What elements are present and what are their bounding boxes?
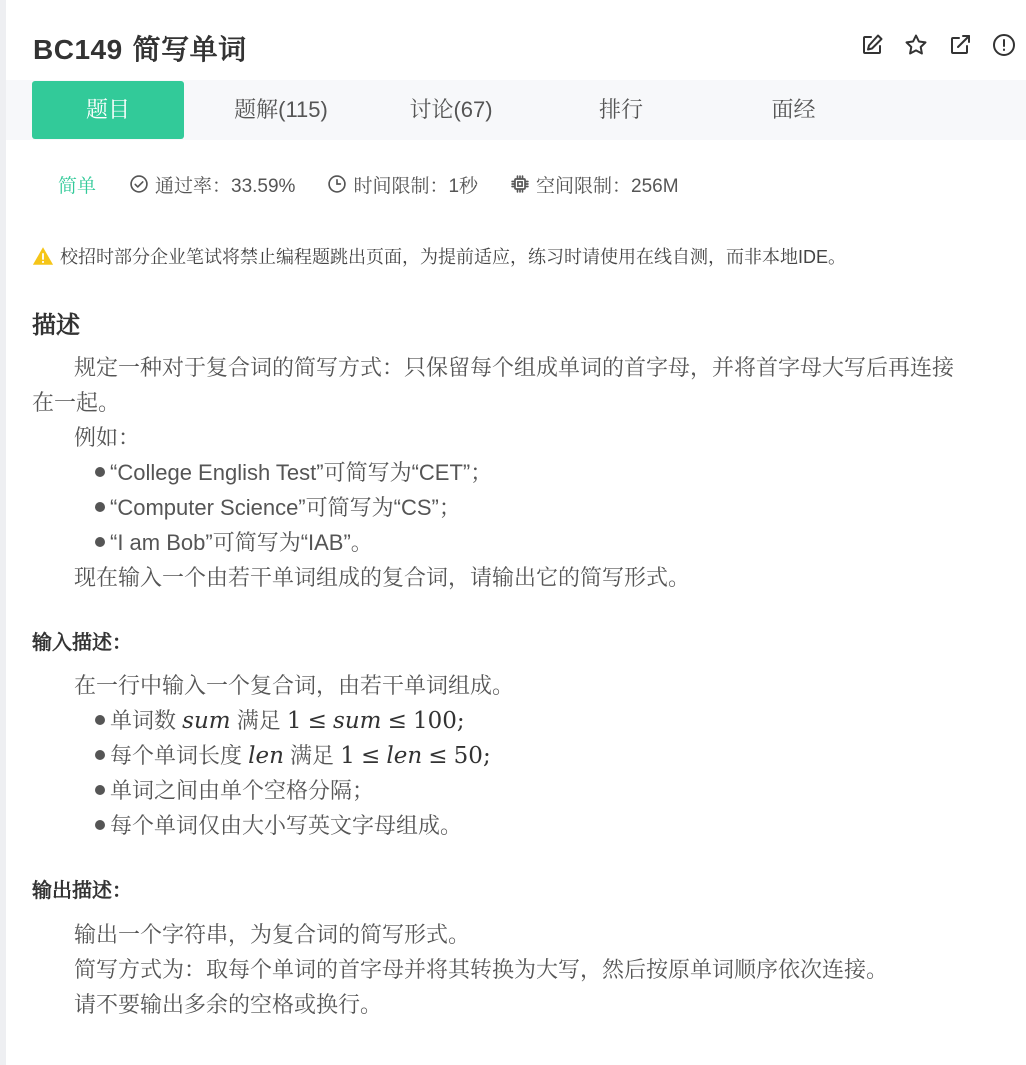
- constraint-mid: 满足: [236, 708, 281, 733]
- math-leq: ≤: [307, 708, 327, 734]
- bullet: [95, 502, 105, 512]
- list-item: [95, 738, 491, 774]
- description-intro-line1: 规定一种对于复合词的简写方式：只保留每个组成单词的首字母，并将首字母大写后再连接: [74, 355, 955, 380]
- task-statement: 现在输入一个由若干单词组成的复合词，请输出它的简写形式。: [74, 565, 691, 590]
- list-item: [95, 525, 373, 560]
- constraint-label: 单词数: [110, 708, 177, 733]
- math-var: sum: [182, 708, 231, 734]
- bullet: [95, 750, 105, 760]
- math-var: len: [248, 743, 284, 769]
- external-link-icon[interactable]: [938, 30, 982, 60]
- math-num: 50: [453, 743, 483, 769]
- tab-bar: [6, 80, 1026, 140]
- output-line: 简写方式为：取每个单词的首字母并将其转换为大写，然后按原单词顺序依次连接。: [74, 957, 889, 982]
- output-line: 输出一个字符串，为复合词的简写形式。: [74, 922, 471, 947]
- output-line: 请不要输出多余的空格或换行。: [74, 992, 383, 1017]
- list-item: [95, 490, 461, 525]
- tab-interview[interactable]: 面经: [771, 97, 816, 122]
- math-var: len: [386, 743, 423, 769]
- pass-rate: [129, 171, 295, 198]
- edit-icon[interactable]: [850, 30, 894, 60]
- check-circle-icon: [129, 174, 149, 194]
- math-var: sum: [333, 708, 382, 734]
- input-line: 在一行中输入一个复合词，由若干单词组成。: [74, 673, 515, 698]
- constraint-mid: 满足: [290, 743, 335, 768]
- problem-name: 简写单词: [132, 34, 247, 65]
- math-semicolon: ;: [482, 743, 491, 769]
- chip-icon: [510, 174, 530, 194]
- math-num: 1: [286, 708, 302, 734]
- list-item: [95, 703, 465, 739]
- bullet: [95, 785, 105, 795]
- clock-icon: [327, 174, 347, 194]
- output-heading: 输出描述：: [32, 880, 132, 902]
- tab-ranking[interactable]: 排行: [598, 97, 643, 122]
- list-item: [95, 808, 462, 843]
- problem-header: [6, 0, 1026, 80]
- alert-icon[interactable]: [982, 30, 1026, 60]
- bullet: [95, 467, 105, 477]
- constraint-text: 单词之间由单个空格分隔；: [110, 778, 375, 803]
- math-num: 1: [340, 743, 355, 769]
- ide-warning: [32, 243, 846, 269]
- pass-rate-text: 通过率：33.59%: [155, 175, 296, 197]
- math-leq: ≤: [387, 708, 407, 734]
- tab-problem[interactable]: 题目: [32, 81, 184, 139]
- example-text: “I am Bob”可简写为“IAB”。: [110, 530, 373, 555]
- header-actions: [850, 30, 1026, 60]
- list-item: [95, 455, 492, 490]
- star-icon[interactable]: [894, 30, 938, 60]
- warning-icon: [32, 245, 54, 267]
- time-limit-text: 时间限制：1秒: [353, 175, 479, 197]
- example-label: 例如：: [74, 425, 141, 450]
- example-text: “Computer Science”可简写为“CS”；: [110, 495, 461, 520]
- bullet: [95, 820, 105, 830]
- memory-limit: [510, 171, 679, 198]
- problem-title: [33, 28, 247, 68]
- constraint-label: 每个单词长度: [110, 743, 243, 768]
- problem-id: BC149: [33, 34, 123, 65]
- description-heading: 描述: [32, 312, 80, 339]
- example-text: “College English Test”可简写为“CET”；: [110, 460, 493, 485]
- tab-discussion[interactable]: 讨论(67): [409, 97, 493, 122]
- math-leq: ≤: [360, 743, 381, 769]
- tab-solutions[interactable]: 题解(115): [234, 97, 328, 122]
- problem-meta: [58, 170, 711, 198]
- constraint-text: 每个单词仅由大小写英文字母组成。: [110, 813, 463, 838]
- left-border: [0, 0, 6, 1065]
- warning-text: 校招时部分企业笔试将禁止编程题跳出页面，为提前适应，练习时请使用在线自测，而非本地IDE。: [60, 247, 847, 267]
- list-item: [95, 773, 374, 808]
- math-num: 100: [412, 708, 457, 734]
- math-leq: ≤: [428, 743, 448, 769]
- math-semicolon: ;: [456, 708, 465, 734]
- bullet: [95, 537, 105, 547]
- description-intro-line2: 在一起。: [32, 390, 121, 415]
- time-limit: [327, 171, 478, 198]
- input-heading: 输入描述：: [32, 632, 132, 654]
- bullet: [95, 715, 105, 725]
- difficulty-badge: 简单: [58, 175, 97, 197]
- memory-limit-text: 空间限制：256M: [536, 175, 679, 197]
